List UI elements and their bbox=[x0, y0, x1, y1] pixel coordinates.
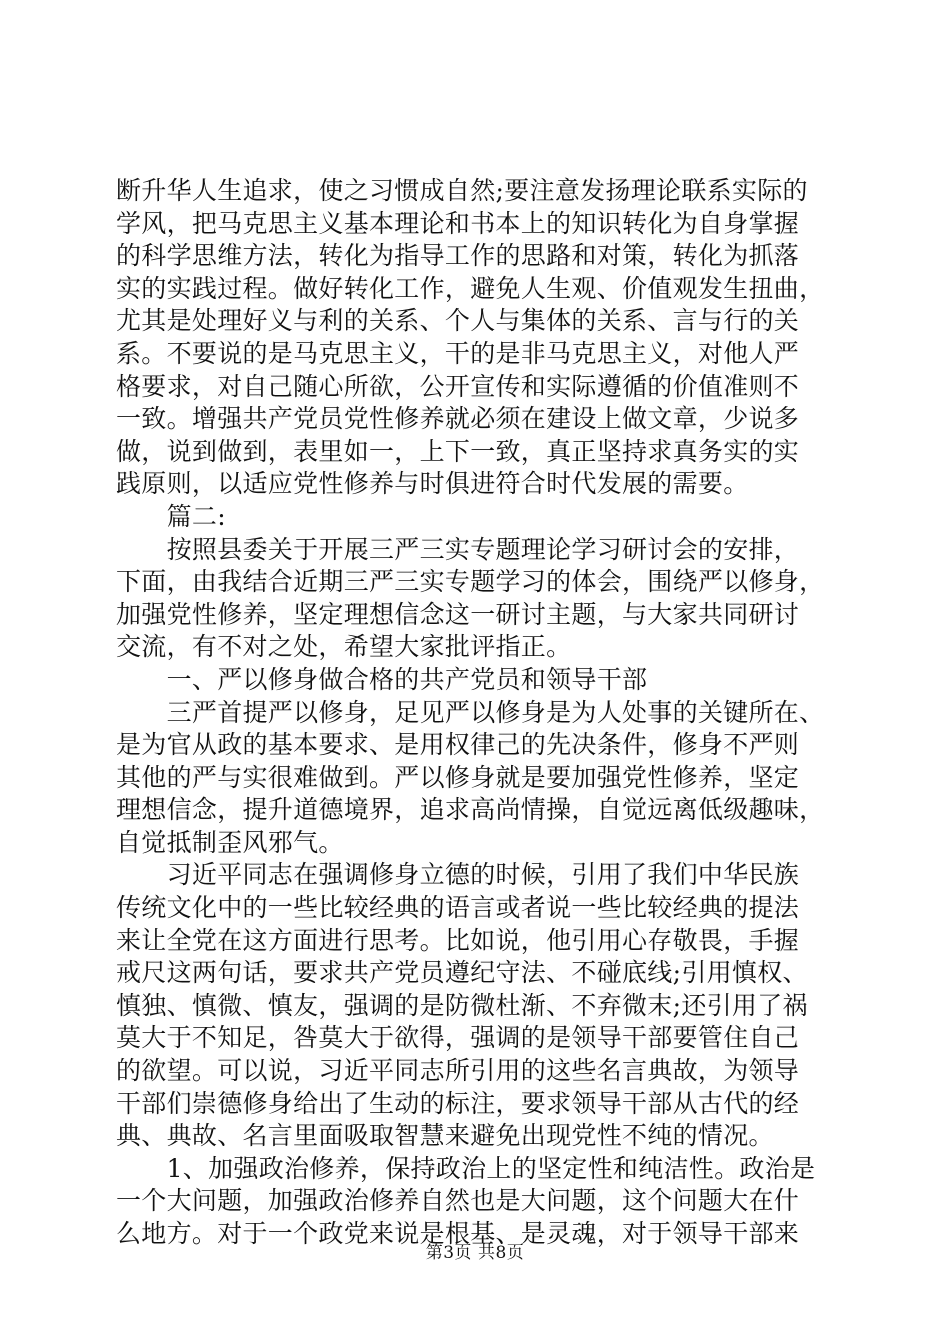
text-line: 习近平同志在强调修身立德的时候，引用了我们中华民族 bbox=[116, 860, 800, 890]
text-line: 的科学思维方法，转化为指导工作的思路和对策，转化为抓落 bbox=[116, 241, 800, 271]
text-line: 一个大问题，加强政治修养自然也是大问题，这个问题大在什 bbox=[116, 1186, 800, 1216]
text-line: 格要求，对自己随心所欲，公开宣传和实际遵循的价值准则不 bbox=[116, 371, 800, 401]
page-footer: 第3页 共8页 bbox=[425, 1243, 525, 1263]
text-line: 理想信念，提升道德境界，追求高尚情操，自觉远离低级趣味， bbox=[116, 795, 825, 825]
text-line: 下面，由我结合近期三严三实专题学习的体会，围绕严以修身， bbox=[116, 567, 825, 597]
text-line: 交流，有不对之处，希望大家批评指正。 bbox=[116, 632, 572, 662]
text-line: 是为官从政的基本要求、是用权律己的先决条件，修身不严则 bbox=[116, 730, 800, 760]
text-line: 典、典故、名言里面吸取智慧来避免出现党性不纯的情况。 bbox=[116, 1121, 774, 1151]
text-line: 干部们崇德修身给出了生动的标注，要求领导干部从古代的经 bbox=[116, 1088, 800, 1118]
text-line: 做，说到做到，表里如一，上下一致，真正坚持求真务实的实 bbox=[116, 436, 800, 466]
section-heading: 篇二: bbox=[116, 501, 226, 531]
text-line: 1、加强政治修养，保持政治上的坚定性和纯洁性。政治是 bbox=[116, 1153, 816, 1183]
text-line: 实的实践过程。做好转化工作，避免人生观、价值观发生扭曲， bbox=[116, 273, 825, 303]
text-line: 断升华人生追求，使之习惯成自然;要注意发扬理论联系实际的 bbox=[116, 176, 808, 205]
text-line: 三严首提严以修身，足见严以修身是为人处事的关键所在、 bbox=[116, 697, 825, 727]
text-line: 的欲望。可以说，习近平同志所引用的这些名言典故，为领导 bbox=[116, 1056, 800, 1086]
subsection-heading: 一、严以修身做合格的共产党员和领导干部 bbox=[116, 664, 648, 694]
text-line: 来让全党在这方面进行思考。比如说，他引用心存敬畏，手握 bbox=[116, 925, 800, 955]
body-text bbox=[116, 175, 836, 1251]
text-line: 学风，把马克思主义基本理论和书本上的知识转化为自身掌握 bbox=[116, 208, 800, 238]
text-line: 加强党性修养，坚定理想信念这一研讨主题，与大家共同研讨 bbox=[116, 599, 800, 629]
text-line: 么地方。对于一个政党来说是根基、是灵魂，对于领导干部来 bbox=[116, 1219, 800, 1248]
text-line: 按照县委关于开展三严三实专题理论学习研讨会的安排， bbox=[116, 534, 800, 564]
text-line: 传统文化中的一些比较经典的语言或者说一些比较经典的提法 bbox=[116, 893, 800, 923]
text-line: 一致。增强共产党员党性修养就必须在建设上做文章，少说多 bbox=[116, 404, 800, 434]
text-line: 系。不要说的是马克思主义，干的是非马克思主义，对他人严 bbox=[116, 338, 800, 368]
text-line: 尤其是处理好义与利的关系、个人与集体的关系、言与行的关 bbox=[116, 306, 800, 336]
text-line: 践原则，以适应党性修养与时俱进符合时代发展的需要。 bbox=[116, 469, 749, 499]
text-line: 莫大于不知足，咎莫大于欲得，强调的是领导干部要管住自己 bbox=[116, 1023, 800, 1053]
text-line: 其他的严与实很难做到。严以修身就是要加强党性修养，坚定 bbox=[116, 762, 800, 792]
text-line: 慎独、慎微、慎友，强调的是防微杜渐、不弃微末;还引用了祸 bbox=[116, 990, 808, 1020]
text-line: 自觉抵制歪风邪气。 bbox=[116, 827, 344, 857]
text-line: 戒尺这两句话，要求共产党员遵纪守法、不碰底线;引用慎权、 bbox=[116, 958, 808, 988]
